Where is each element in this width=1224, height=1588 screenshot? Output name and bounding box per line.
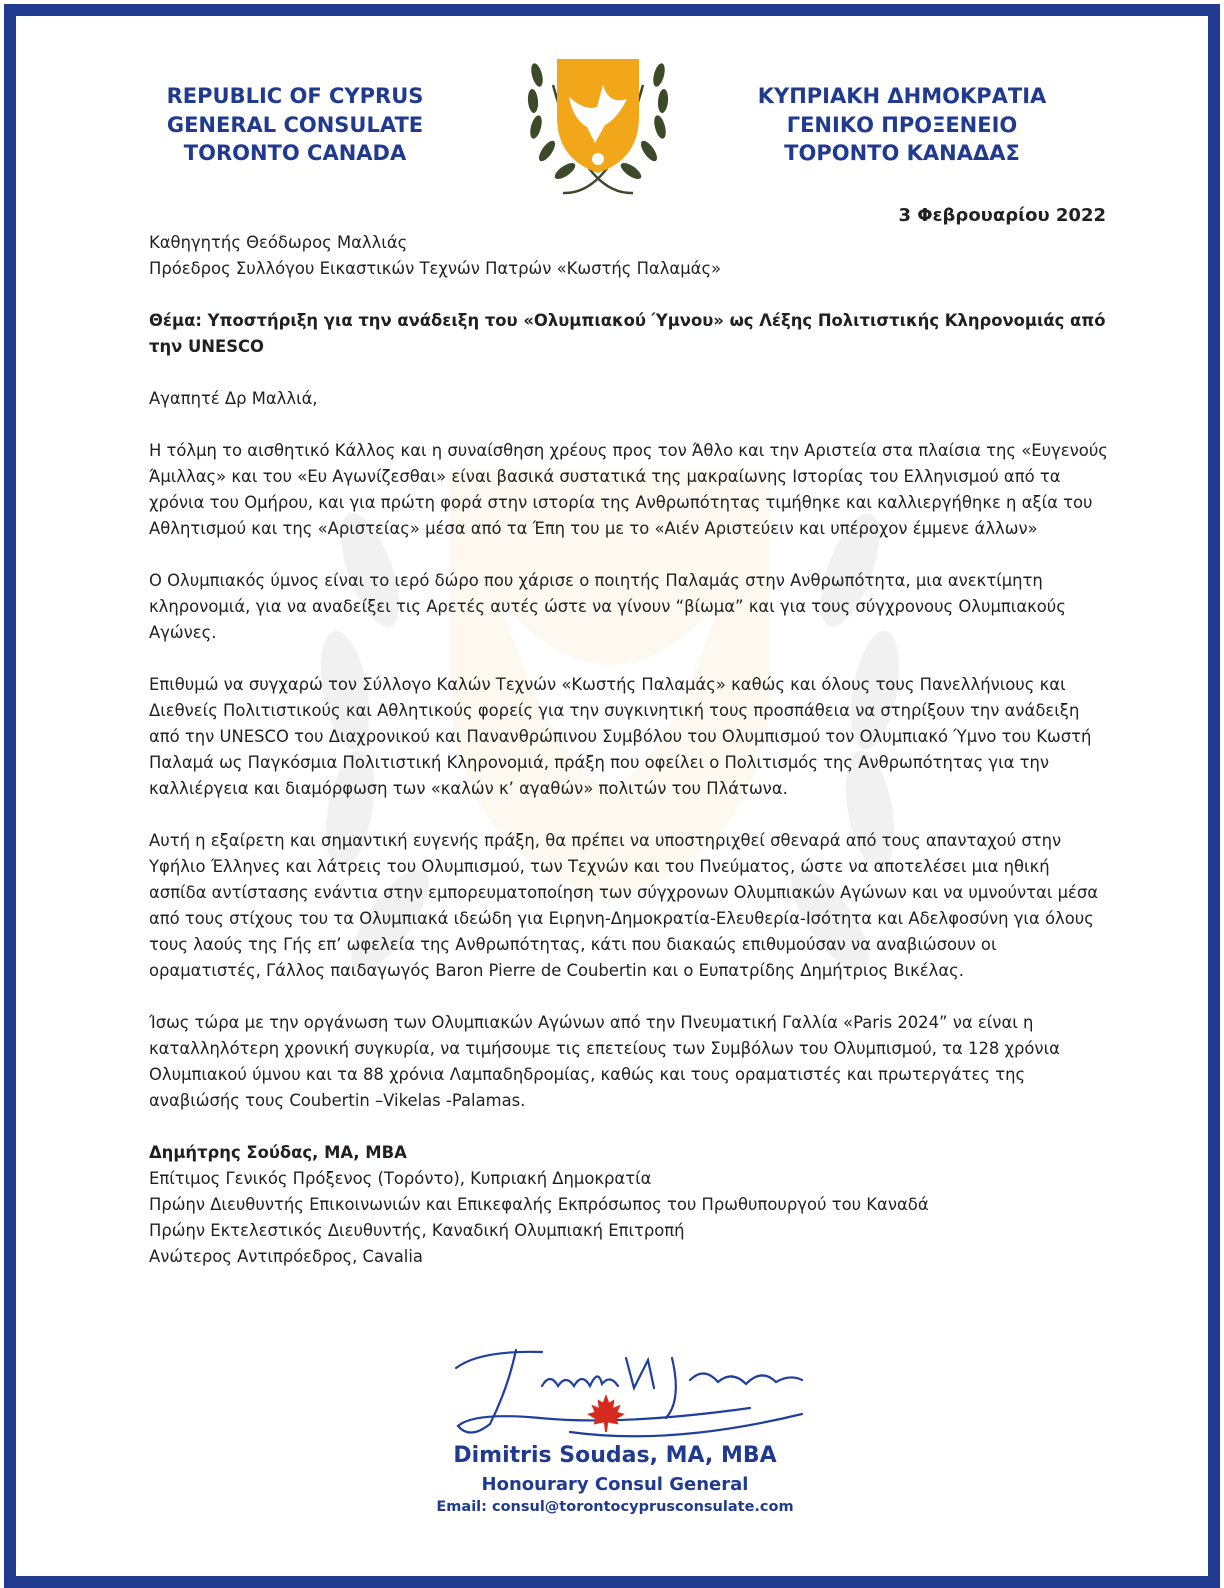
footer-email: Email: consul@torontocyprusconsulate.com xyxy=(436,1499,794,1515)
header-english xyxy=(105,82,485,168)
signatory-role: Επίτιμος Γενικός Πρόξενος (Τορόντο), Κυπριακή Δημοκρατία xyxy=(149,1169,652,1188)
salutation: Αγαπητέ Δρ Μαλλιά, xyxy=(149,389,318,408)
recipient-name: Καθηγητής Θεόδωρος Μαλλιάς xyxy=(149,233,408,252)
cyprus-emblem-icon xyxy=(523,55,673,205)
signatory-name: Δημήτρης Σούδας, MA, MBA xyxy=(149,1143,407,1162)
footer-name: Dimitris Soudas, MA, MBA xyxy=(453,1443,777,1468)
paragraph: Επιθυμώ να συγχαρώ τον Σύλλογο Καλών Τεχνών «Κωστής Παλαμάς» καθώς και όλους τους Πανελλήνιους και Διεθνείς Πολιτιστικούς και Αθλητικούς φορείς για την συγκινητική τους προσπάθεια να στηρίξουν την ανάδειξη από την UNESCO του Διαχρονικού και Πανανθρώπινου Συμβόλου του Ολυμπισμού τον Ολυμπιακό Ύμνο του Κωστή Παλαμά ως Παγκόσμια Πολιτιστική Κληρονομιά, πράξη που οφείλει ο Πολιτισμός της Ανθρωπότητας για την καλλιέργεια και διαμόρφωση των «καλών κ’ αγαθών» πολιτών του Πλάτωνα. xyxy=(149,675,1092,798)
paragraph: Αυτή η εξαίρετη και σημαντική ευγενής πράξη, θα πρέπει να υποστηριχθεί σθεναρά από τους απανταχού στην Υφήλιο Έλληνες και λάτρεις του Ολυμπισμού, των Τεχνών και του Πνεύματος, ώστε να αποτελέσει μια ηθική ασπίδα αντίστασης ενάντια στην εμπορευματοποίηση των σύγχρονων Ολυμπιακών Αγώνων και να υμνούνται μέσα από τους στίχους του τα Ολυμπιακά ιδεώδη για Ειρηνη-Δημοκρατία-Ελευθερία-Ισότητα και Αδελφοσύνη για όλους τους λαούς της Γής επ’ ωφελεία της Ανθρωπότητας, κάτι που διακαώς επιθυμούσαν να αναβιώσουν οι οραματιστές, Γάλλος παιδαγωγός Baron Pierre de Coubertin και ο Ευπατρίδης Δημήτριος Βικέλας. xyxy=(149,831,1099,980)
letter-body xyxy=(149,230,1109,1270)
header-line: TORONTO CANADA xyxy=(183,141,407,165)
letter-date: 3 Φεβρουαρίου 2022 xyxy=(898,205,1106,226)
header-line: GENERAL CONSULATE xyxy=(166,112,424,137)
header-line: ΚΥΠΡΙΑΚΗ ΔΗΜΟΚΡΑΤΙΑ xyxy=(757,84,1047,108)
paragraph: Η τόλμη το αισθητικό Κάλλος και η συναίσθηση χρέους προς τον Άθλο και την Αριστεία στα πλαίσια της «Ευγενούς Άμιλλας» και του «Ευ Αγωνίζεσθαι» είναι βασικά συστατικά της μακραίωνης Ιστορίας του Ελληνισμού από τα χρόνια του Ομήρου, και για πρώτη φορά στην ιστορία της Ανθρωπότητας τιμήθηκε και καλλιεργήθηκε η αξία του Αθλητισμού και της «Αριστείας» μέσα από τα Έπη του με το «Αιέν Αριστεύειν και υπέροχον έμμενε άλλων» xyxy=(149,441,1108,538)
header-greek xyxy=(712,82,1092,168)
paragraph: Ο Ολυμπιακός ύμνος είναι το ιερό δώρο που χάρισε ο ποιητής Παλαμάς στην Ανθρωπότητα, μια ανεκτίμητη κληρονομιά, για να αναδείξει τις Αρετές αυτές ώστε να γίνουν “βίωμα” και για τους σύγχρονους Ολυμπιακούς Αγώνες. xyxy=(149,571,1066,642)
handwritten-signature xyxy=(450,1328,820,1443)
footer-title: Honourary Consul General xyxy=(481,1474,749,1495)
recipient-title: Πρόεδρος Συλλόγου Εικαστικών Τεχνών Πατρών «Κωστής Παλαμάς» xyxy=(149,259,722,278)
letter-subject: Θέμα: Υποστήριξη για την ανάδειξη του «Ολυμπιακού Ύμνου» ως Λέξης Πολιτιστικής Κληρονομιάς από την UNESCO xyxy=(149,311,1106,356)
header-line: REPUBLIC OF CYPRUS xyxy=(166,84,424,108)
signatory-role: Ανώτερος Αντιπρόεδρος, Cavalia xyxy=(149,1247,423,1266)
maple-leaf-icon xyxy=(585,1392,627,1434)
signatory-role: Πρώην Διευθυντής Επικοινωνιών και Επικεφαλής Εκπρόσωπος του Πρωθυπουργού του Καναδά xyxy=(149,1195,929,1214)
header-line: ΓΕΝΙΚΟ ΠΡΟΞΕΝΕΙΟ xyxy=(786,112,1018,137)
paragraph: Ίσως τώρα με την οργάνωση των Ολυμπιακών Αγώνων από την Πνευματική Γαλλία «Paris 2024” να είναι η καταλληλότερη χρονική συγκυρία, να τιμήσουμε τις επετείους των Συμβόλων του Ολυμπισμού, τα 128 χρόνια Ολυμπιακού ύμνου και τα 88 χρόνια Λαμπαδηδρομίας, καθώς και τους οραματιστές και πρωτεργάτες της αναβιώσής τους Coubertin –Vikelas -Palamas. xyxy=(149,1013,1060,1110)
header-line: ΤΟΡΟΝΤΟ ΚΑΝΑΔΑΣ xyxy=(784,141,1020,165)
signatory-role: Πρώην Εκτελεστικός Διευθυντής, Καναδική Ολυμπιακή Επιτροπή xyxy=(149,1221,685,1240)
